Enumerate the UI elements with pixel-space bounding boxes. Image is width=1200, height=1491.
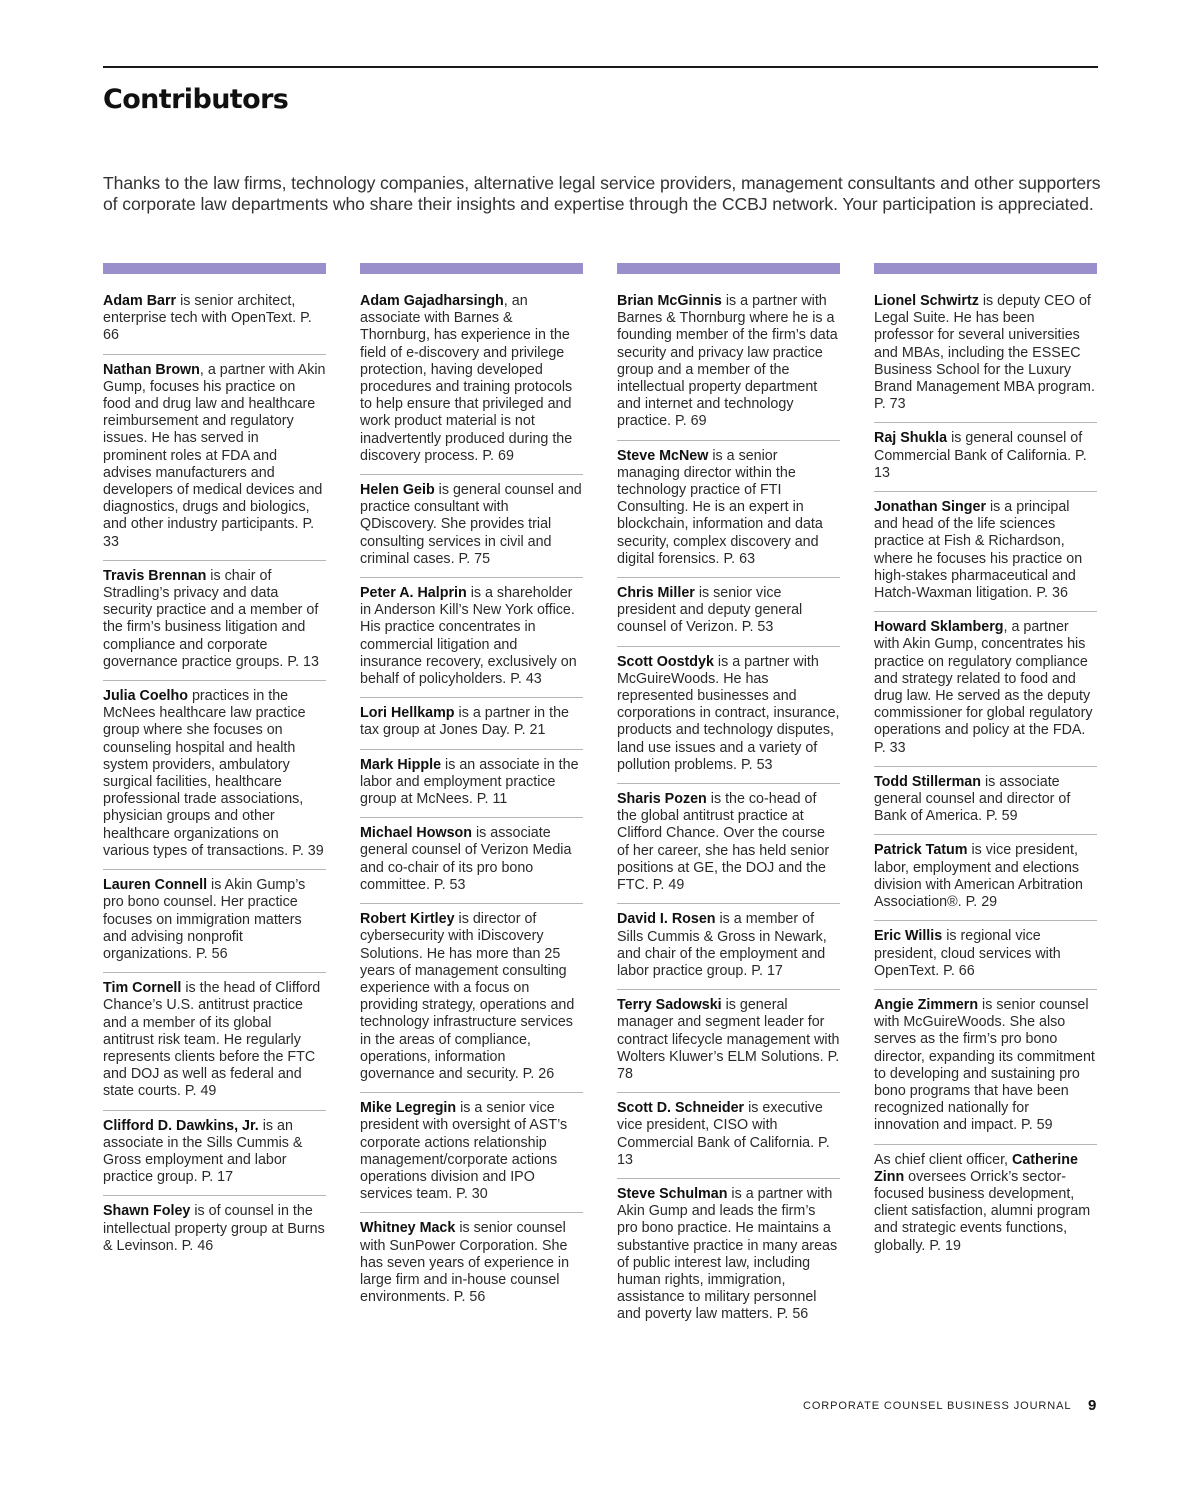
contributor-entry xyxy=(360,1100,583,1213)
contributor-entry xyxy=(103,362,326,561)
contributor-bio: is Akin Gump’s pro bono counsel. Her practice focuses on immigration matters and advising nonprofit organizations. P. 56 xyxy=(103,877,306,962)
contributor-name: Adam Barr xyxy=(103,293,177,309)
contributor-name: Robert Kirtley xyxy=(360,911,455,928)
contributor-bio: is the head of Clifford Chance’s U.S. antitrust practice and a member of its global antitrust risk team. He regularly represents clients before the FTC and DOJ as well as federal and state courts. P. 49 xyxy=(103,980,321,1100)
contributor-bio: is senior counsel with McGuireWoods. She also serves as the firm’s pro bono director, expanding its commitment to developing and sustaining pro bono programs that have been recognized nationally for innovation and impact. P. 59 xyxy=(874,996,1095,1134)
contributor-entry xyxy=(360,585,583,698)
contributor-entry xyxy=(617,791,840,904)
contributor-entry xyxy=(617,448,840,578)
contributor-name: Terry Sadowski xyxy=(617,997,722,1014)
contributor-name: Whitney Mack xyxy=(360,1220,456,1237)
contributor-entry xyxy=(874,928,1097,990)
contributor-columns xyxy=(103,263,1098,1383)
contributor-bio: is associate general counsel of Verizon Media and co-chair of its pro bono committee. P. 53 xyxy=(360,825,572,893)
contributor-name: Nathan Brown xyxy=(103,361,200,378)
contributor-entry xyxy=(617,654,840,784)
contributor-name: Lori Hellkamp xyxy=(360,705,455,722)
contributor-column-1 xyxy=(103,263,326,1271)
contributor-name: Jonathan Singer xyxy=(874,499,987,516)
contributor-entry xyxy=(360,293,583,475)
contributor-bio: is associate general counsel and director of Bank of America. P. 59 xyxy=(874,773,1071,825)
contributor-name: Mark Hipple xyxy=(360,756,442,773)
contributor-lead-in: As chief client officer, xyxy=(874,1151,1013,1168)
contributor-bio: is an associate in the labor and employment practice group at McNees. P. 11 xyxy=(360,756,579,808)
contributor-entry xyxy=(103,1118,326,1197)
contributor-bio: is chair of Stradling’s privacy and data security practice and a member of the firm’s business litigation and compliance and corporate governance practice groups. P. 13 xyxy=(103,567,319,670)
contributor-bio: is a partner with Akin Gump and leads the firm’s pro bono practice. He maintains a substantive practice in many areas of public interest law, including human rights, immigration, assistance to military personnel and poverty law matters. P. 56 xyxy=(617,1185,838,1323)
top-rule xyxy=(103,66,1098,68)
contributor-name: Michael Howson xyxy=(360,825,473,842)
contributor-bio: is a principal and head of the life sciences practice at Fish & Richardson, where he focuses his practice on high-stakes pharmaceutical and Hatch-Waxman litigation. P. 36 xyxy=(874,499,1083,602)
contributor-entry xyxy=(874,997,1097,1145)
contributor-entry xyxy=(103,877,326,973)
contributor-name: Catherine Zinn xyxy=(874,1151,1078,1185)
contributor-bio: is general counsel of Commercial Bank of California. P. 13 xyxy=(874,430,1087,481)
contributor-bio: is senior vice president and deputy general counsel of Verizon. P. 53 xyxy=(617,585,803,636)
contributor-bio: is a partner with McGuireWoods. He has represented businesses and corporations in contract, insurance, products and technology disputes, land use issues and a variety of pollution problems. P. 53 xyxy=(617,653,840,773)
contributor-bio: is a senior vice president with oversight of AST’s corporate actions relationship management/corporate actions operations division and IPO services team. P. 30 xyxy=(360,1100,568,1203)
contributor-entry xyxy=(874,619,1097,767)
column-accent-bar xyxy=(874,263,1097,274)
contributor-bio: is a shareholder in Anderson Kill’s New York office. His practice concentrates in commercial litigation and insurance recovery, exclusively on behalf of policyholders. P. 43 xyxy=(360,585,577,688)
contributor-name: Julia Coelho xyxy=(103,688,188,705)
contributor-entry xyxy=(874,293,1097,423)
contributor-entry xyxy=(360,482,583,578)
contributor-entry xyxy=(874,842,1097,921)
contributor-name: Lauren Connell xyxy=(103,877,208,894)
contributor-entry xyxy=(874,430,1097,492)
contributor-bio: , an associate with Barnes & Thornburg, has experience in the field of e-discovery and privilege protection, having developed procedures and training protocols to help ensure that privileged and work product material is not inadvertently produced during the discovery process. P. 69 xyxy=(360,293,573,464)
contributor-bio: is general counsel and practice consultant with QDiscovery. She provides trial consulting services in civil and criminal cases. P. 75 xyxy=(360,482,582,567)
contributor-bio: practices in the McNees healthcare law practice group where she focuses on counseling hospital and health system providers, ambulatory surgical facilities, healthcare professional trade associations, physician groups and other healthcare organizations on various types of transactions. P. 39 xyxy=(103,688,324,859)
column-accent-bar xyxy=(103,263,326,274)
contributor-entry xyxy=(617,1100,840,1179)
contributor-bio: , a partner with Akin Gump, concentrates his practice on regulatory compliance and strategy related to food and drug law. He served as the deputy commissioner for global regulatory operations and policy at the FDA. P. 33 xyxy=(874,619,1093,756)
contributor-column-2 xyxy=(360,263,583,1322)
contributor-entry xyxy=(360,1220,583,1315)
contributor-name: Sharis Pozen xyxy=(617,791,707,808)
contributor-name: Mike Legregin xyxy=(360,1100,457,1117)
contributor-bio: is vice president, labor, employment and elections division with American Arbitration Association®. P. 29 xyxy=(874,842,1083,911)
contributor-name: David I. Rosen xyxy=(617,911,716,928)
contributor-bio: is regional vice president, cloud services with OpenText. P. 66 xyxy=(874,928,1061,979)
contributor-name: Travis Brennan xyxy=(103,567,207,584)
contributor-name: Shawn Foley xyxy=(103,1203,191,1220)
contributor-entry xyxy=(617,585,840,647)
journal-name: CORPORATE COUNSEL BUSINESS JOURNAL xyxy=(803,1400,1072,1412)
contributor-name: Peter A. Halprin xyxy=(360,585,467,602)
contributor-bio: is a member of Sills Cummis & Gross in Newark, and chair of the employment and labor practice group. P. 17 xyxy=(617,911,827,979)
contributor-name: Tim Cornell xyxy=(103,980,182,997)
contributor-bio: is the co-head of the global antitrust practice at Clifford Chance. Over the course of her career, she has held senior positions at GE, the DOJ and the FTC. P. 49 xyxy=(617,791,830,894)
contributor-entry xyxy=(103,980,326,1110)
contributor-entry xyxy=(360,705,583,749)
page-number: 9 xyxy=(1088,1397,1097,1414)
contributor-entry xyxy=(103,688,326,870)
page-title: Contributors xyxy=(103,84,289,115)
contributor-name: Angie Zimmern xyxy=(874,996,979,1013)
contributor-column-3 xyxy=(617,263,840,1340)
contributor-bio: is a senior managing director within the technology practice of FTI Consulting. He is an expert in blockchain, information and data security, complex discovery and digital forensics. P. 63 xyxy=(617,447,823,567)
contributor-entry xyxy=(360,825,583,904)
column-accent-bar xyxy=(360,263,583,274)
contributor-entry xyxy=(617,293,840,441)
contributor-entry xyxy=(103,1203,326,1264)
contributor-bio: , a partner with Akin Gump, focuses his practice on food and drug law and healthcare reimbursement and regulatory issues. He has served in prominent roles at FDA and advises manufacturers and developers of medical devices and diagnostics, drugs and biologics, and other industry participants. P. 33 xyxy=(103,361,326,550)
contributor-name: Todd Stillerman xyxy=(874,773,981,790)
contributor-entry xyxy=(617,997,840,1093)
intro-paragraph: Thanks to the law firms, technology companies, alternative legal service providers, management consultants and other supporters of corporate law departments who share their insights and expertise through the CCBJ network. Your participation is appreciated. xyxy=(103,173,1101,214)
contributor-name: Patrick Tatum xyxy=(874,842,968,859)
contributor-name: Helen Geib xyxy=(360,482,435,499)
contributor-bio: is executive vice president, CISO with Commercial Bank of California. P. 13 xyxy=(617,1100,830,1168)
contributor-name: Scott Oostdyk xyxy=(617,653,714,670)
contributor-entry xyxy=(103,568,326,681)
contributor-bio: oversees Orrick’s sector-focused business development, client satisfaction, alumni program and strategic events functions, globally. P. 19 xyxy=(874,1168,1091,1254)
contributor-name: Steve McNew xyxy=(617,447,709,464)
contributor-name: Adam Gajadharsingh xyxy=(360,293,504,309)
contributor-entry xyxy=(617,911,840,990)
contributor-bio: is senior counsel with SunPower Corporation. She has seven years of experience in large firm and in-house counsel environments. P. 56 xyxy=(360,1220,570,1306)
contributor-name: Clifford D. Dawkins, Jr. xyxy=(103,1117,259,1134)
contributor-name: Eric Willis xyxy=(874,928,943,945)
contributor-column-4 xyxy=(874,263,1097,1271)
contributor-bio: is a partner in the tax group at Jones Day. P. 21 xyxy=(360,705,569,739)
contributor-name: Howard Sklamberg xyxy=(874,619,1004,636)
contributor-entry xyxy=(360,757,583,819)
contributor-bio: is deputy CEO of Legal Suite. He has been professor for several universities and MBAs, including the ESSEC Business School for the Luxury Brand Management MBA program. P. 73 xyxy=(874,293,1095,413)
contributor-name: Brian McGinnis xyxy=(617,293,722,309)
contributor-bio: is of counsel in the intellectual property group at Burns & Levinson. P. 46 xyxy=(103,1203,325,1254)
contributor-name: Steve Schulman xyxy=(617,1185,728,1202)
contributor-entry xyxy=(617,1186,840,1333)
contributor-name: Chris Miller xyxy=(617,585,695,602)
contributor-bio: is director of cybersecurity with iDiscovery Solutions. He has more than 25 years of management consulting experience with a focus on providing strategy, operations and technology infrastructure services in the areas of compliance, operations, information governance and security. P. 26 xyxy=(360,911,575,1082)
contributor-entry xyxy=(103,293,326,355)
contributor-entry xyxy=(874,774,1097,836)
contributor-entry xyxy=(874,499,1097,612)
contributor-bio: is general manager and segment leader for contract lifecycle management with Wolters Kluwer’s ELM Solutions. P. 78 xyxy=(617,997,840,1082)
contributor-name: Raj Shukla xyxy=(874,430,948,447)
contributor-entry xyxy=(360,911,583,1093)
contributor-bio: is an associate in the Sills Cummis & Gross employment and labor practice group. P. 17 xyxy=(103,1117,303,1186)
contributor-name: Scott D. Schneider xyxy=(617,1100,745,1117)
contributor-name: Lionel Schwirtz xyxy=(874,293,979,309)
contributor-entry xyxy=(874,1152,1097,1264)
contributor-bio: is senior architect, enterprise tech with OpenText. P. 66 xyxy=(103,293,312,344)
contributor-bio: is a partner with Barnes & Thornburg where he is a founding member of the firm’s data security and privacy law practice group and a member of the intellectual property department and internet and technology practice. P. 69 xyxy=(617,293,838,430)
column-accent-bar xyxy=(617,263,840,274)
